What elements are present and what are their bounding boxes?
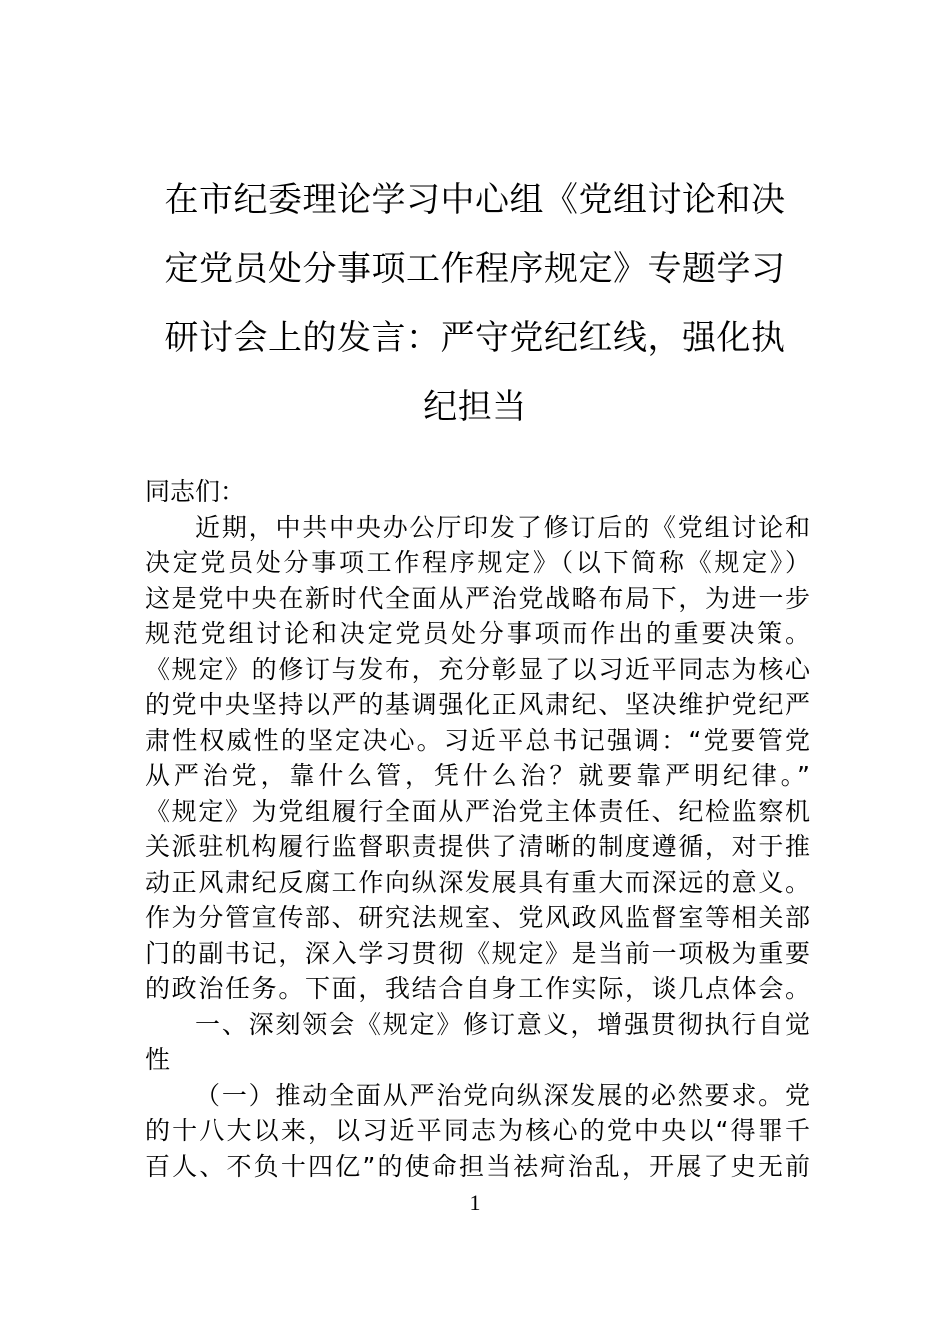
section-heading: 性 xyxy=(145,1045,171,1074)
paragraph-line: 规范党组讨论和决定党员处分事项而作出的重要决策。 xyxy=(145,619,810,648)
paragraph-line: 《规定》的修订与发布，充分彰显了以习近平同志为核心 xyxy=(145,654,810,684)
paragraph-line: 动正风肃纪反腐工作向纵深发展具有重大而深远的意义。 xyxy=(145,867,810,897)
paragraph-line: 作为分管宣传部、研究法规室、党风政风监督室等相关部 xyxy=(145,903,810,932)
document-body xyxy=(145,474,810,1184)
title-line-1: 在市纪委理论学习中心组《党组讨论和决 xyxy=(164,180,786,220)
paragraph-line: 这是党中央在新时代全面从严治党战略布局下，为进一步 xyxy=(145,583,810,613)
salutation: 同志们： xyxy=(145,477,246,506)
paragraph-line: 的党中央坚持以严的基调强化正风肃纪、坚决维护党纪严 xyxy=(145,690,810,719)
title-line-2: 定党员处分事项工作程序规定》专题学习 xyxy=(164,249,786,289)
paragraph-line: 关派驻机构履行监督职责提供了清晰的制度遵循，对于推 xyxy=(145,832,810,861)
page-number: 1 xyxy=(469,1190,481,1215)
paragraph-line: 门的副书记，深入学习贯彻《规定》是当前一项极为重要 xyxy=(145,938,810,968)
paragraph-line: 决定党员处分事项工作程序规定》（以下简称《规定》） xyxy=(145,548,810,577)
paragraph-line: 《规定》为党组履行全面从严治党主体责任、纪检监察机 xyxy=(145,796,810,826)
paragraph-line: 的十八大以来，以习近平同志为核心的党中央以“得罪千 xyxy=(145,1116,810,1145)
paragraph-line: 从严治党，靠什么管，凭什么治？就要靠严明纪律。” xyxy=(145,761,810,790)
document-title xyxy=(150,166,800,442)
section-heading: 一、深刻领会《规定》修订意义，增强贯彻执行自觉 xyxy=(195,1009,810,1039)
paragraph-line: 近期，中共中央办公厅印发了修订后的《党组讨论和 xyxy=(195,512,810,542)
title-line-4: 纪担当 xyxy=(423,387,527,427)
title-line-3: 研讨会上的发言：严守党纪红线，强化执 xyxy=(164,318,786,358)
subsection-line: （一）推动全面从严治党向纵深发展的必然要求。党 xyxy=(195,1080,810,1110)
paragraph-line: 肃性权威性的坚定决心。习近平总书记强调：“党要管党 xyxy=(145,725,810,755)
paragraph-line: 的政治任务。下面，我结合自身工作实际，谈几点体会。 xyxy=(145,974,810,1003)
paragraph-line: 百人、不负十四亿”的使命担当祛疴治乱，开展了史无前 xyxy=(145,1151,810,1181)
